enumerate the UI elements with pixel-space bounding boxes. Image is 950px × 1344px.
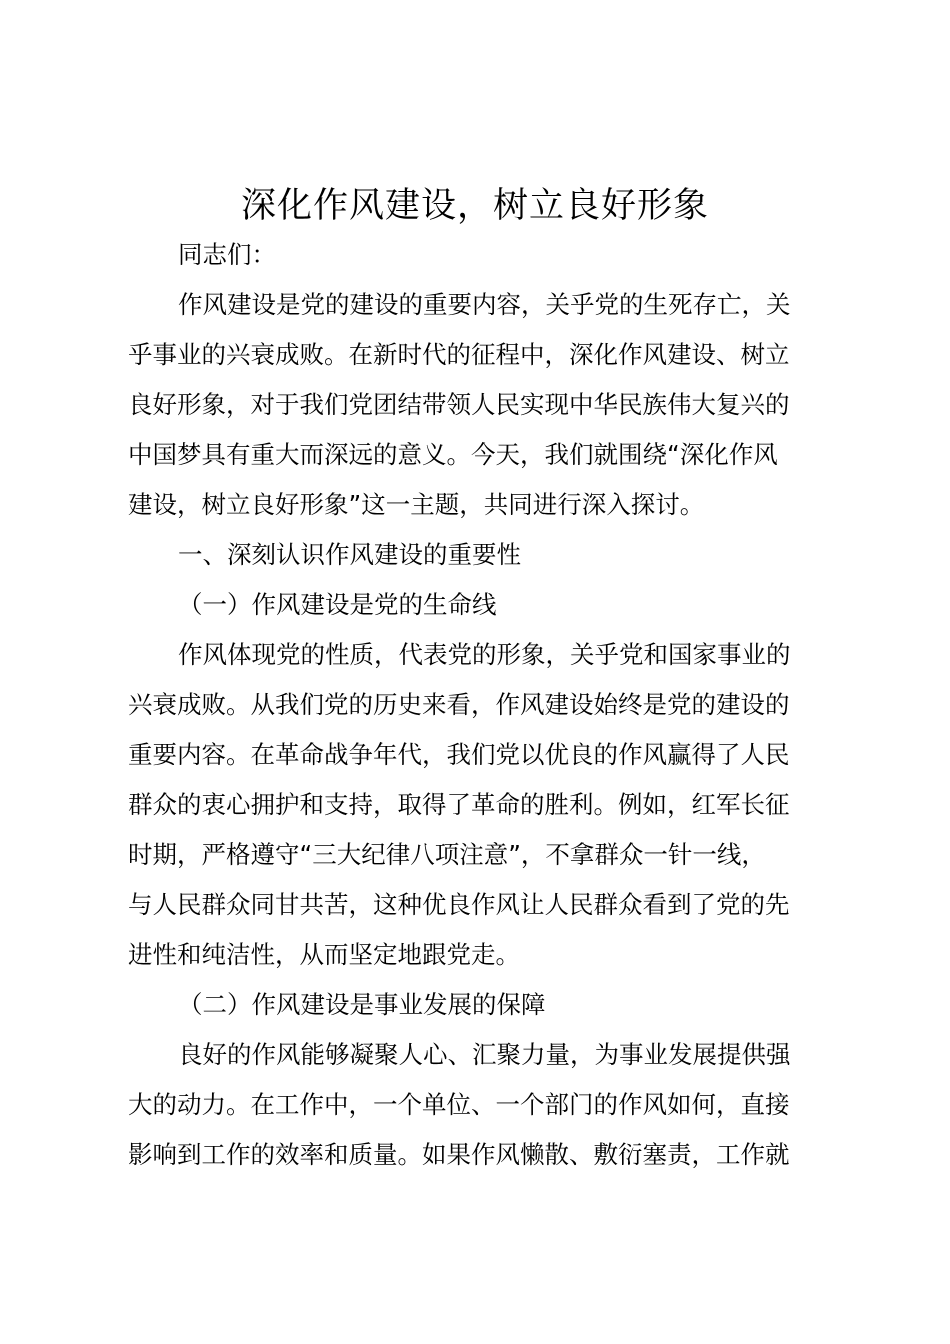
paragraph-line: 中国梦具有重大而深远的意义。今天，我们就围绕“深化作风 <box>128 440 778 469</box>
paragraph-line: 大的动力。在工作中，一个单位、一个部门的作风如何，直接 <box>128 1090 790 1119</box>
paragraph-line: 良好形象，对于我们党团结带领人民实现中华民族伟大复兴的 <box>128 390 790 419</box>
paragraph-line: 建设，树立良好形象”这一主题，共同进行深入探讨。 <box>128 490 705 519</box>
subsection-heading: （二）作风建设是事业发展的保障 <box>178 990 546 1019</box>
paragraph-line: 群众的衷心拥护和支持，取得了革命的胜利。例如，红军长征 <box>128 790 790 819</box>
paragraph-line: 重要内容。在革命战争年代，我们党以优良的作风赢得了人民 <box>128 740 790 769</box>
paragraph-line: 乎事业的兴衰成败。在新时代的征程中，深化作风建设、树立 <box>128 340 790 369</box>
paragraph-line: 时期，严格遵守“三大纪律八项注意”，不拿群众一针一线， <box>128 840 766 869</box>
paragraph-line: 作风建设是党的建设的重要内容，关乎党的生死存亡，关 <box>178 290 791 319</box>
paragraph-line: 与人民群众同甘共苦，这种优良作风让人民群众看到了党的先 <box>128 890 790 919</box>
salutation: 同志们： <box>178 240 276 269</box>
document-title: 深化作风建设，树立良好形象 <box>240 186 709 226</box>
section-heading: 一、深刻认识作风建设的重要性 <box>178 540 521 569</box>
paragraph-line: 影响到工作的效率和质量。如果作风懒散、敷衍塞责，工作就 <box>128 1140 790 1169</box>
paragraph-line: 作风体现党的性质，代表党的形象，关乎党和国家事业的 <box>178 640 791 669</box>
paragraph-line: 进性和纯洁性，从而坚定地跟党走。 <box>128 940 520 969</box>
paragraph-line: 兴衰成败。从我们党的历史来看，作风建设始终是党的建设的 <box>128 690 790 719</box>
paragraph-line: 良好的作风能够凝聚人心、汇聚力量，为事业发展提供强 <box>178 1040 791 1069</box>
subsection-heading: （一）作风建设是党的生命线 <box>178 590 497 619</box>
